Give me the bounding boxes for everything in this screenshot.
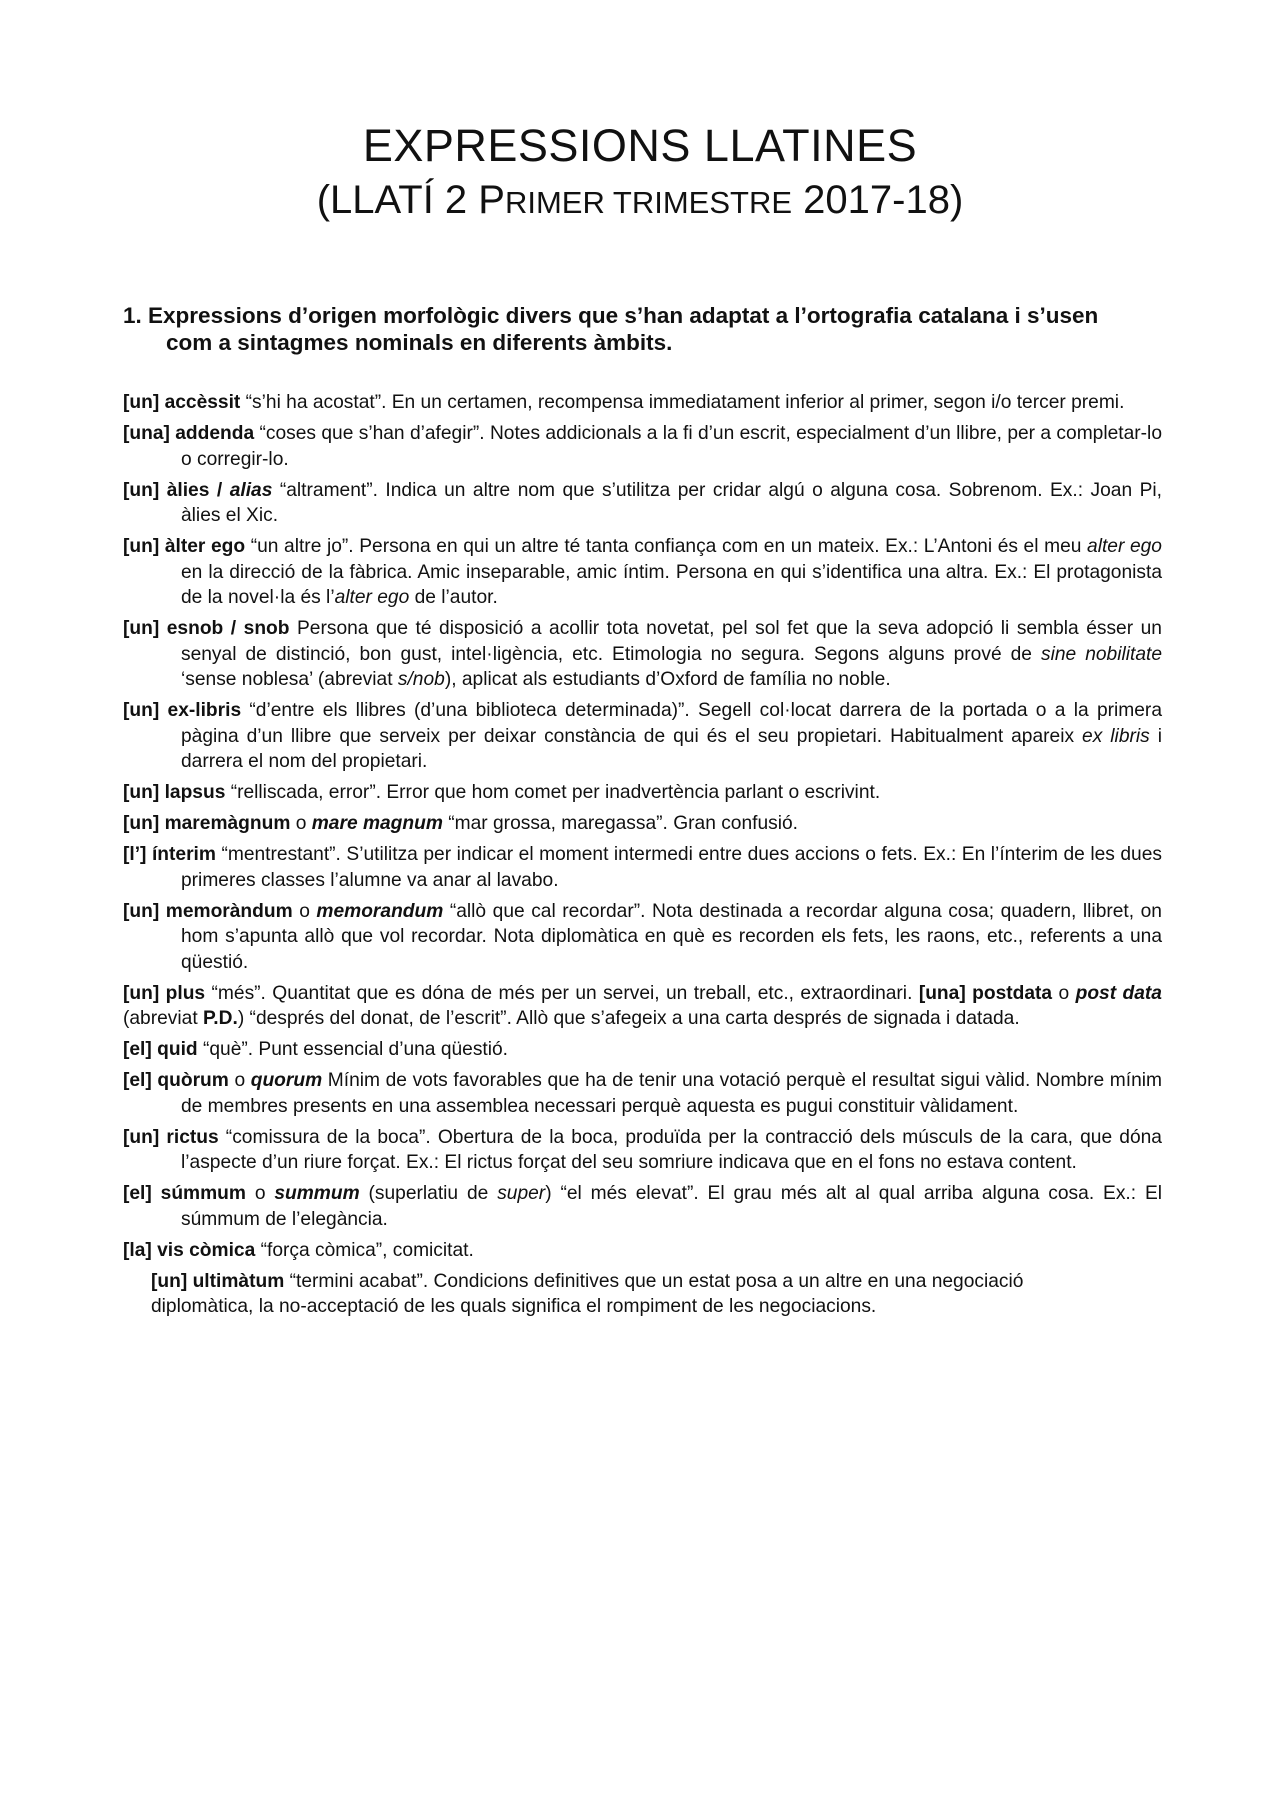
entry-italic: alter ego — [334, 587, 410, 608]
entry-italic: s/nob — [397, 669, 445, 690]
entry-definition-part: de l’autor. — [409, 587, 498, 608]
entry-term: rictus — [166, 1126, 219, 1148]
entry-article: [un] — [123, 782, 160, 803]
entry-term: esnob / snob — [166, 618, 290, 639]
entry-term: memoràndum — [165, 900, 293, 922]
entry-term-latin: summum — [274, 1183, 360, 1204]
entry-definition-part: (abreviat — [123, 1008, 203, 1029]
entry-term-latin: alias — [229, 479, 273, 501]
section-heading-line1: Expressions d’origen morfològic divers que s’han adaptat a l’ortografia catalana i s’usen — [148, 303, 1099, 328]
entry-vis-comica — [123, 1238, 1162, 1264]
entry-term: súmmum — [160, 1183, 246, 1204]
entry-definition: Mínim de vots favorables que ha de tenir una votació perquè el resultat sigui vàlid. Nombre mínim de membres presents en una assemblea necessari perquè aquesta es pugui constituir vàlidament. — [181, 1070, 1163, 1117]
entry-conjunction: o — [290, 813, 312, 834]
entry-article: [un] — [123, 813, 160, 834]
entry-ultimatum — [123, 1269, 1162, 1320]
entry-definition-part: “més”. Quantitat que es dóna de més per un servei, un treball, etc., extraordinari. — [205, 982, 919, 1004]
entry-alter-ego — [123, 534, 1162, 611]
entry-italic: super — [497, 1183, 546, 1204]
entry-quorum — [123, 1068, 1162, 1119]
section-number: 1. — [123, 303, 142, 328]
entry-definition: “coses que s’han d’afegir”. Notes addicionals a la fi d’un escrit, especialment d’un llibre, per a completar-lo o corregir-lo. — [181, 423, 1162, 470]
entry-memorandum — [123, 899, 1162, 976]
entry-definition: “comissura de la boca”. Obertura de la boca, produïda per la contracció dels músculs de la cara, que dóna l’aspecte d’un riure forçat. Ex.: El rictus forçat del seu somriure indicava que en el fons no estava content. — [181, 1126, 1162, 1173]
entry-definition-part: “un altre jo”. Persona en qui un altre té tanta confiança com en un mateix. Ex.: L’Antoni és el meu — [245, 536, 1088, 557]
entry-esnob — [123, 616, 1162, 693]
entry-alies — [123, 478, 1162, 529]
entry-maremagnum — [123, 811, 1162, 837]
entry-article: [un] — [151, 1270, 188, 1292]
entry-definition-part: “d’entre els llibres (d’una biblioteca determinada)”. Segell col·locat darrera de la portada o a la primera pàgina d’un llibre que serveix per deixar constància de qui és el seu propietari. Habitualment apareix — [181, 700, 1162, 747]
entry-italic: alter ego — [1087, 536, 1162, 557]
entry-italic: sine nobilitate — [1040, 643, 1162, 665]
entry-definition-part: ), aplicat als estudiants d’Oxford de família no noble. — [444, 669, 891, 690]
entry-definition: “altrament”. Indica un altre nom que s’utilitza per cridar algú o alguna cosa. Sobrenom. Ex.: Joan Pi, àlies el Xic. — [181, 479, 1162, 526]
entry-article: [un] — [123, 618, 160, 639]
entry-article: [un] — [123, 536, 160, 557]
entry-term-latin: memorandum — [316, 900, 444, 922]
entry-ex-libris — [123, 698, 1162, 775]
entry-article: [el] — [123, 1070, 152, 1091]
entry-article: [el] — [123, 1039, 152, 1060]
entry-interim — [123, 842, 1162, 893]
entry-definition-part: i darrera el nom del propietari. — [181, 725, 1162, 772]
entry-separator: / — [209, 479, 230, 501]
entry-term: ex-libris — [167, 700, 242, 721]
entry-plus-postdata — [123, 981, 1162, 1032]
entry-term: postdata — [972, 982, 1053, 1004]
entry-definition-part: ) “el més elevat”. El grau més alt al qual arriba alguna cosa. Ex.: El súmmum de l’elegància. — [181, 1183, 1162, 1230]
entry-definition: “s’hi ha acostat”. En un certamen, recompensa immediatament inferior al primer, segon i/o tercer premi. — [240, 392, 1125, 413]
entry-term: plus — [165, 982, 206, 1004]
entry-term: ultimàtum — [192, 1270, 285, 1292]
entry-article: [la] — [123, 1239, 152, 1261]
entry-definition: “allò que cal recordar”. Nota destinada a recordar alguna cosa; quadern, llibret, on hom s’apunta allò que vol recordar. Nota diplomàtica en què es recorden els fets, les raons, etc., referents a una qüestió. — [181, 900, 1162, 973]
entry-quid — [123, 1037, 1162, 1063]
entry-article: [l’] — [123, 844, 147, 865]
entry-rictus — [123, 1125, 1162, 1176]
entry-term: accèssit — [164, 392, 241, 413]
document-title: EXPRESSIONS LLATINES — [362, 120, 918, 171]
entry-term-latin: mare magnum — [311, 813, 443, 834]
section-heading — [123, 302, 1163, 356]
entry-conjunction: o — [292, 900, 317, 922]
entry-definition: “mentrestant”. S’utilitza per indicar el moment intermedi entre dues accions o fets. Ex.: En l’ínterim de les dues primeres classes l’alumne va anar al lavabo. — [181, 844, 1162, 891]
entry-article: [un] — [123, 392, 160, 413]
entry-lapsus — [123, 780, 1162, 806]
entry-definition-part: ‘sense noblesa’ (abreviat — [181, 669, 398, 690]
subtitle-smallcaps: RIMER TRIMESTRE — [504, 185, 793, 220]
entry-addenda — [123, 421, 1162, 472]
entry-conjunction: o — [228, 1070, 251, 1091]
entries-list — [123, 390, 1162, 1325]
entry-conjunction: o — [1052, 982, 1076, 1004]
entry-conjunction: o — [245, 1183, 275, 1204]
entry-term: quòrum — [157, 1070, 229, 1091]
entry-definition-part: (superlatiu de — [359, 1183, 498, 1204]
entry-summum — [123, 1181, 1162, 1232]
entry-term: maremàgnum — [164, 813, 291, 834]
entry-definition-part: ) “després del donat, de l’escrit”. Allò que s’afegeix a una carta després de signada i datada. — [237, 1008, 1020, 1029]
entry-term: ínterim — [151, 844, 216, 865]
subtitle-prefix: (LLATÍ 2 P — [316, 178, 505, 222]
entry-italic: ex libris — [1082, 725, 1150, 747]
entry-term: vis còmica — [157, 1239, 256, 1261]
entry-definition: “força còmica”, comicitat. — [255, 1239, 474, 1261]
entry-accessit — [123, 390, 1162, 416]
entry-definition-part: en la direcció de la fàbrica. Amic inseparable, amic íntim. Persona en qui s’identifica una altra. Ex.: El protagonista de la novel·la és l’ — [181, 561, 1162, 608]
section-heading-line2: com a sintagmes nominals en diferents àmbits. — [166, 330, 673, 355]
entry-definition: “mar grossa, maregassa”. Gran confusió. — [442, 813, 799, 834]
entry-definition: “què”. Punt essencial d’una qüestió. — [197, 1039, 509, 1060]
entry-article: [una] — [918, 982, 966, 1004]
entry-article: [un] — [123, 700, 160, 721]
entry-term-latin: post data — [1075, 982, 1162, 1004]
document-subtitle — [0, 172, 1280, 231]
entry-article: [un] — [123, 982, 160, 1004]
entry-term: àlies — [166, 479, 210, 501]
entry-article: [una] — [123, 423, 170, 444]
entry-term: àlter ego — [164, 536, 246, 557]
entry-article: [un] — [123, 900, 160, 922]
entry-term: quid — [157, 1039, 198, 1060]
entry-definition-line2: diplomàtica, la no-acceptació de les quals significa el rompiment de les negociacions. — [151, 1296, 877, 1317]
entry-definition: “relliscada, error”. Error que hom comet per inadvertència parlant o escrivint. — [225, 782, 881, 803]
entry-abbreviation: P.D. — [202, 1008, 238, 1029]
entry-term-latin: quorum — [250, 1070, 323, 1091]
entry-definition: “termini acabat”. Condicions definitives que un estat posa a un altre en una negociació — [284, 1270, 1024, 1292]
entry-term: lapsus — [164, 782, 226, 803]
entry-article: [un] — [123, 1126, 160, 1148]
entry-article: [un] — [123, 479, 160, 501]
entry-article: [el] — [123, 1183, 152, 1204]
entry-definition-part: Persona que té disposició a acollir tota novetat, pel sol fet que la seva adopció li sembla ésser un senyal de distinció, bon gust, intel·ligència, etc. Etimologia no segura. Segons alguns prové de — [181, 618, 1162, 665]
subtitle-suffix: 2017-18) — [792, 178, 964, 222]
entry-term: addenda — [175, 423, 255, 444]
